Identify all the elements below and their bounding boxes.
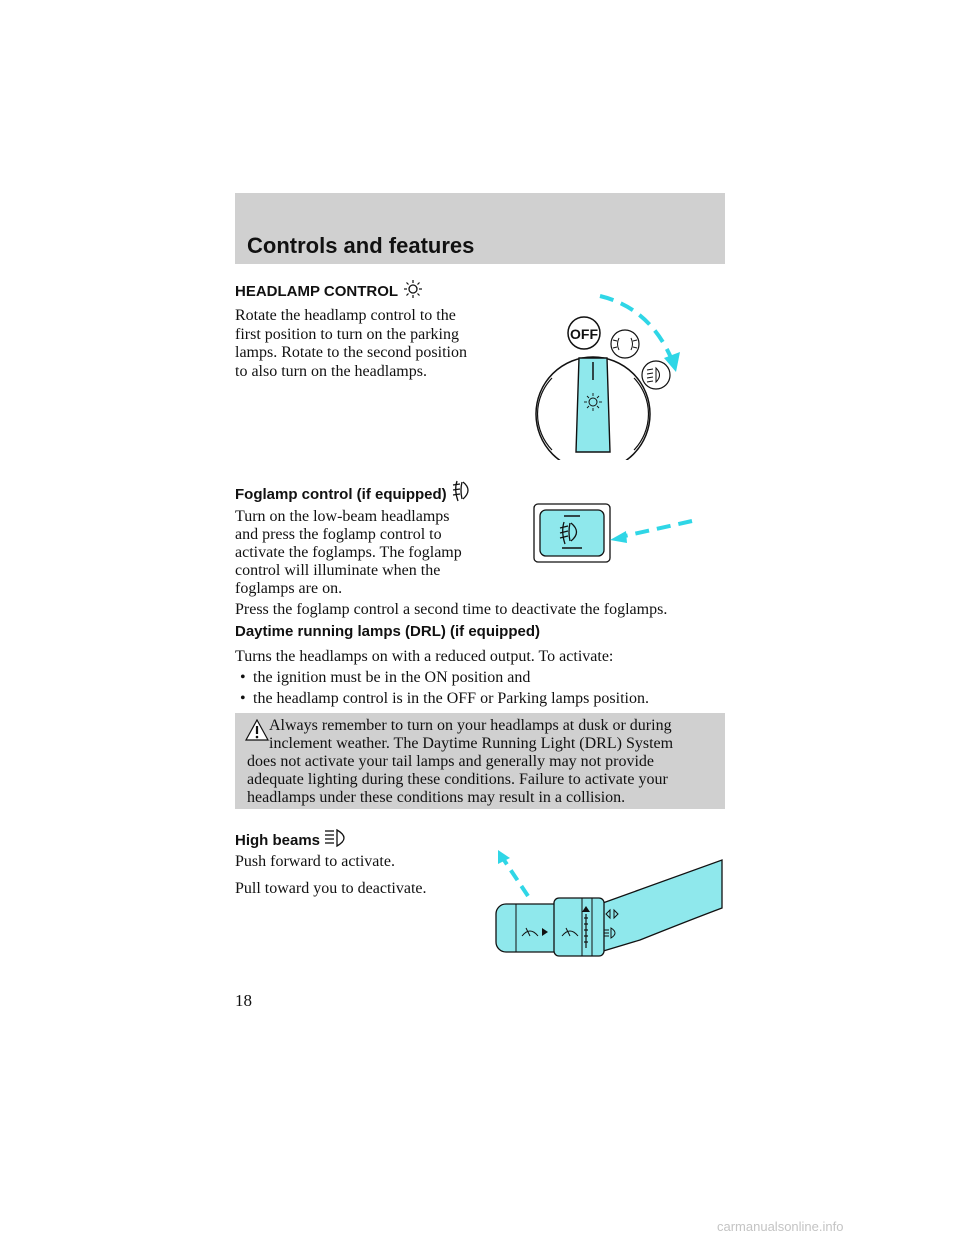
warning-line-2: inclement weather. The Daytime Running Light (DRL) System <box>269 735 674 752</box>
footer-watermark[interactable]: carmanualsonline.info <box>717 1219 844 1234</box>
high-beams-activate: Push forward to activate. <box>235 853 395 870</box>
foglamp-arrowhead <box>610 531 627 543</box>
headlamp-heading <box>235 279 424 300</box>
drl-bullet-2-text: the headlamp control is in the OFF or Parking lamps position. <box>253 690 649 707</box>
push-forward-arrow <box>504 860 528 896</box>
warning-box <box>235 713 725 809</box>
multifunction-lever-figure <box>490 848 726 960</box>
foglamp-arrow <box>620 521 692 537</box>
high-beams-heading-text: High beams <box>235 832 321 849</box>
headlamp-knob-figure <box>530 280 730 460</box>
headlamp-line-2: first position to turn on the parking <box>235 326 459 343</box>
parking-lamps-marker <box>611 330 639 358</box>
lever-stalk <box>600 860 722 952</box>
lever-collar <box>554 898 604 956</box>
headlamp-symbol-icon <box>402 279 424 299</box>
drl-heading: Daytime running lamps (DRL) (if equipped) <box>235 623 541 640</box>
warning-line-5: headlamps under these conditions may result in a collision. <box>247 789 626 806</box>
foglamp-second-press: Press the foglamp control a second time to deactivate the foglamps. <box>235 601 668 618</box>
section-header-band <box>235 193 725 264</box>
warning-line-1: Always remember to turn on your headlamps at dusk or during <box>269 717 672 734</box>
off-label: OFF <box>570 326 598 342</box>
foglamp-line-1: Turn on the low-beam headlamps <box>235 508 450 525</box>
bullet-dot: • <box>240 690 246 707</box>
foglamp-heading <box>235 480 475 503</box>
headlamp-line-3: lamps. Rotate to the second position <box>235 344 467 361</box>
section-title: Controls and features <box>247 233 475 258</box>
bullet-dot: • <box>240 669 246 686</box>
foglamp-line-4: control will illuminate when the <box>235 562 441 579</box>
warning-line-3: does not activate your tail lamps and generally may not provide <box>247 753 654 770</box>
high-beams-deactivate: Pull toward you to deactivate. <box>235 880 427 897</box>
foglamp-line-3: activate the foglamps. The foglamp <box>235 544 462 561</box>
foglamp-button <box>540 510 604 556</box>
high-beam-symbol-icon <box>324 828 352 848</box>
foglamp-line-5: foglamps are on. <box>235 580 343 597</box>
foglamp-button-figure <box>530 500 730 570</box>
drl-intro: Turns the headlamps on with a reduced output. To activate: <box>235 648 614 665</box>
foglamp-heading-text: Foglamp control (if equipped) <box>235 486 447 503</box>
warning-line-4: adequate lighting during these conditions. Failure to activate your <box>247 771 668 788</box>
headlamp-line-1: Rotate the headlamp control to the <box>235 307 456 324</box>
foglamp-symbol-icon <box>451 480 475 502</box>
drl-bullet-1-text: the ignition must be in the ON position and <box>253 669 531 686</box>
high-beams-heading <box>235 828 352 849</box>
foglamp-line-2: and press the foglamp control to <box>235 526 442 543</box>
headlamp-heading-text: HEADLAMP CONTROL <box>235 283 399 300</box>
page-number: 18 <box>235 991 252 1010</box>
headlamp-line-4: to also turn on the headlamps. <box>235 363 427 380</box>
